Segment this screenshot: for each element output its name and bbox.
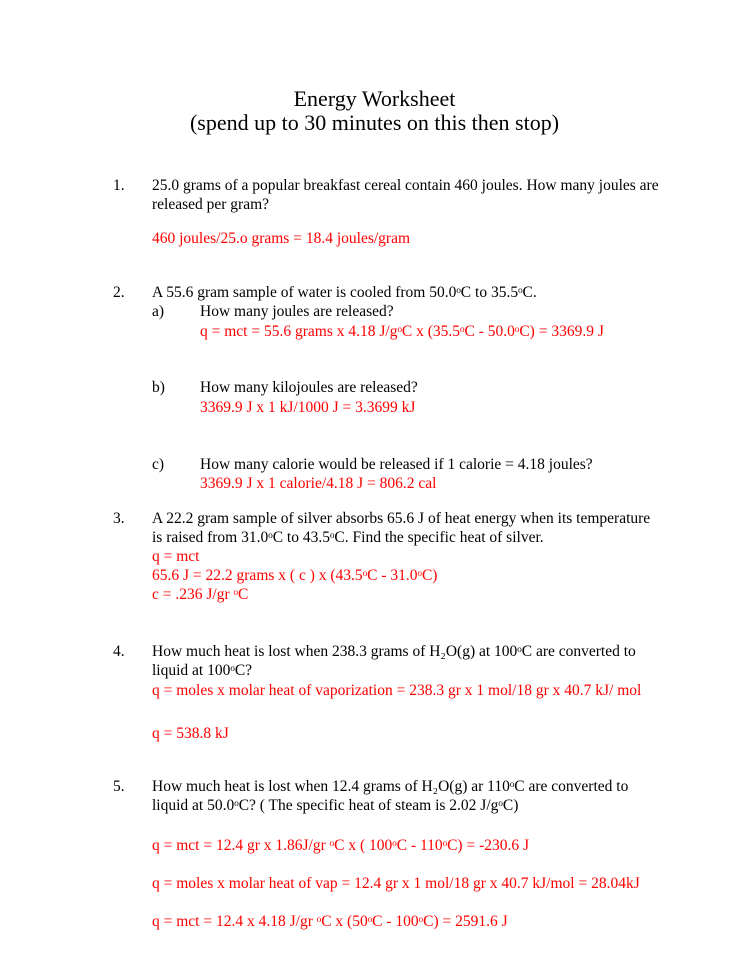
question-number: 5. <box>113 778 125 795</box>
question-number: 3. <box>113 510 125 527</box>
question-text: How much heat is lost when 238.3 grams of H₂O(g) at 100ᵒC are converted to <box>152 643 636 660</box>
part-question: How many kilojoules are released? <box>200 379 418 396</box>
question-text: liquid at 100ᵒC? <box>152 662 253 679</box>
question-text: A 55.6 gram sample of water is cooled from 50.0ᵒC to 35.5ᵒC. <box>152 284 537 301</box>
question-number: 2. <box>113 284 125 301</box>
question-text: released per gram? <box>152 196 270 213</box>
answer-text: q = moles x molar heat of vaporization = 238.3 gr x 1 mol/18 gr x 40.7 kJ/ mol <box>152 682 642 699</box>
part-label: b) <box>152 379 165 396</box>
question-number: 1. <box>113 177 125 194</box>
answer-text: q = moles x molar heat of vap = 12.4 gr x 1 mol/18 gr x 40.7 kJ/mol = 28.04kJ <box>152 875 640 892</box>
answer-text: 460 joules/25.o grams = 18.4 joules/gram <box>152 230 411 247</box>
page-subtitle: (spend up to 30 minutes on this then stop) <box>189 110 560 135</box>
question-text: 25.0 grams of a popular breakfast cereal contain 460 joules. How many joules are <box>152 177 659 194</box>
part-label: a) <box>152 303 165 320</box>
answer-text: q = mct = 55.6 grams x 4.18 J/gᵒC x (35.5ᵒC - 50.0ᵒC) = 3369.9 J <box>200 323 604 340</box>
answer-text: q = mct = 12.4 gr x 1.86J/gr ᵒC x ( 100ᵒC - 110ᵒC) = -230.6 J <box>152 837 530 854</box>
answer-text: 3369.9 J x 1 calorie/4.18 J = 806.2 cal <box>200 475 437 492</box>
part-question: How many joules are released? <box>200 303 394 320</box>
answer-text: q = 538.8 kJ <box>152 725 229 742</box>
question-text: is raised from 31.0ᵒC to 43.5ᵒC. Find the specific heat of silver. <box>152 529 544 546</box>
answer-text: c = .236 J/gr ᵒC <box>152 586 249 603</box>
question-text: liquid at 50.0ᵒC? ( The specific heat of steam is 2.02 J/gᵒC) <box>152 797 519 814</box>
question-text: How much heat is lost when 12.4 grams of H₂O(g) ar 110ᵒC are converted to <box>152 778 629 795</box>
answer-text: 65.6 J = 22.2 grams x ( c ) x (43.5ᵒC - 31.0ᵒC) <box>152 567 438 584</box>
answer-text: q = mct = 12.4 x 4.18 J/gr ᵒC x (50ᵒC - 100ᵒC) = 2591.6 J <box>152 913 508 930</box>
part-question: How many calorie would be released if 1 calorie = 4.18 joules? <box>200 456 593 473</box>
question-number: 4. <box>113 643 125 660</box>
question-text: A 22.2 gram sample of silver absorbs 65.6 J of heat energy when its temperature <box>152 510 651 527</box>
answer-text: q = mct <box>152 548 200 565</box>
page-title: Energy Worksheet <box>293 86 456 111</box>
part-label: c) <box>152 456 165 473</box>
answer-text: 3369.9 J x 1 kJ/1000 J = 3.3699 kJ <box>200 399 416 416</box>
